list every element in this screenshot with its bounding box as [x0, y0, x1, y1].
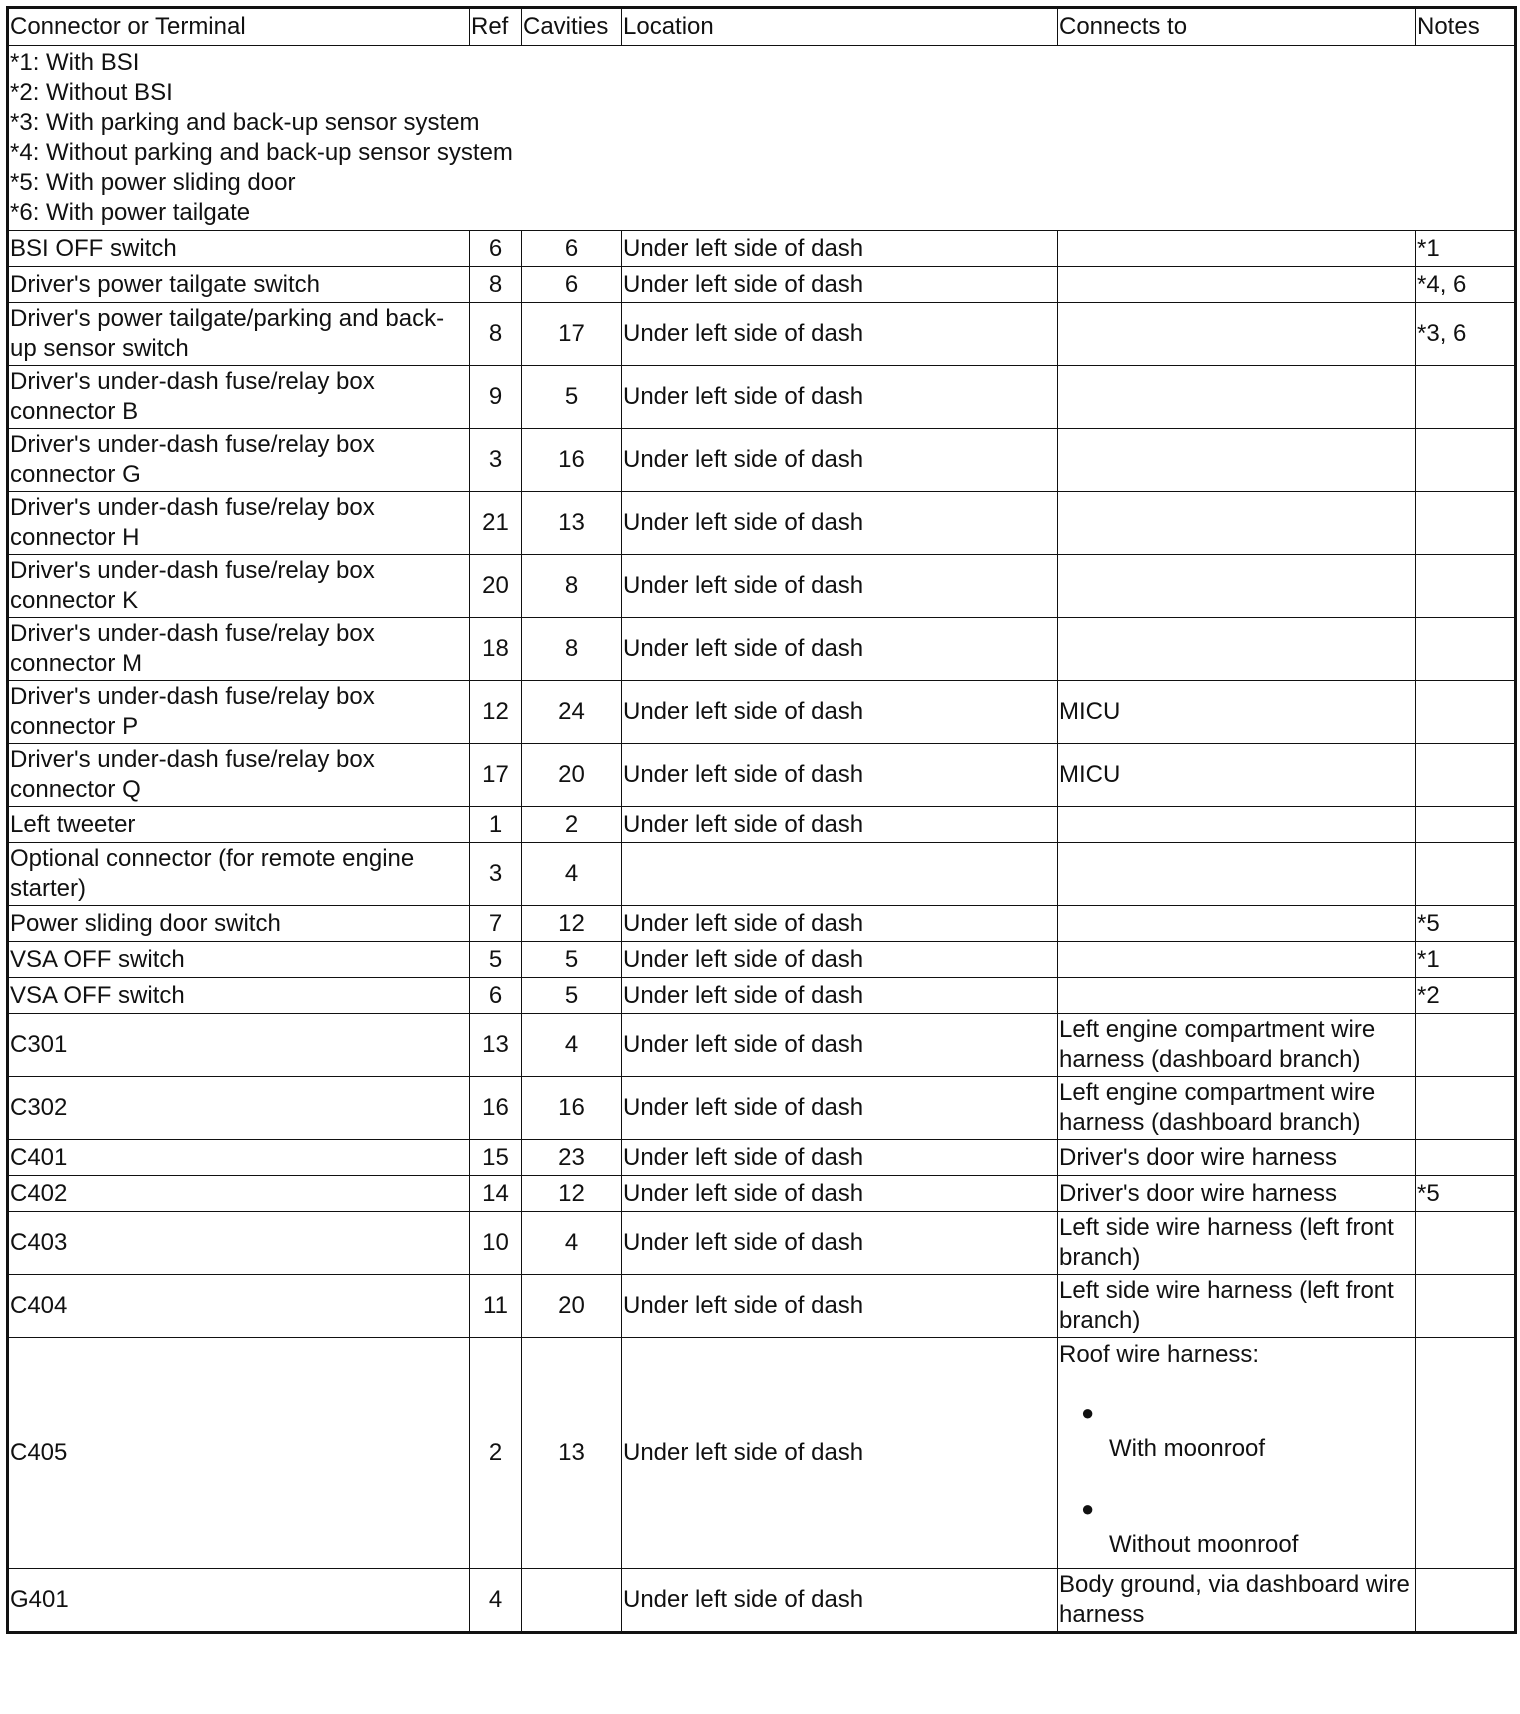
cell-cavities: 13: [522, 492, 622, 555]
cell-connector: Driver's under-dash fuse/relay box connector B: [8, 366, 470, 429]
cell-connector: Driver's under-dash fuse/relay box connector G: [8, 429, 470, 492]
cell-ref: 12: [470, 681, 522, 744]
cell-connector: Power sliding door switch: [8, 906, 470, 942]
cell-connector: Driver's under-dash fuse/relay box connector K: [8, 555, 470, 618]
table-row: [8, 1077, 1516, 1140]
cell-notes: [1416, 1077, 1516, 1140]
cell-connector: Optional connector (for remote engine starter): [8, 843, 470, 906]
cell-cavities: 5: [522, 366, 622, 429]
cell-notes: [1416, 807, 1516, 843]
bullet-icon: ●: [1081, 1496, 1095, 1521]
table-row: [8, 978, 1516, 1014]
cell-ref: 1: [470, 807, 522, 843]
cell-location: Under left side of dash: [622, 366, 1058, 429]
table-row: [8, 1569, 1516, 1633]
table-row: [8, 555, 1516, 618]
cell-ref: 2: [470, 1338, 522, 1569]
cell-cavities: 6: [522, 267, 622, 303]
legend-item: *6: With power tailgate: [10, 199, 251, 226]
cell-cavities: 16: [522, 1077, 622, 1140]
table-row: [8, 231, 1516, 267]
cell-cavities: [522, 1569, 622, 1633]
cell-cavities: 4: [522, 843, 622, 906]
cell-notes: [1416, 843, 1516, 906]
cell-location: Under left side of dash: [622, 1176, 1058, 1212]
cell-cavities: 5: [522, 978, 622, 1014]
col-header-connector: Connector or Terminal: [8, 8, 470, 46]
cell-location: Under left side of dash: [622, 1569, 1058, 1633]
cell-ref: 4: [470, 1569, 522, 1633]
table-row: [8, 618, 1516, 681]
cell-connects-to: [1058, 1338, 1416, 1569]
legend-row: [8, 46, 1516, 231]
cell-location: Under left side of dash: [622, 267, 1058, 303]
legend: [8, 46, 1516, 231]
connects-to-item: [1059, 1466, 1414, 1562]
cell-notes: *1: [1416, 942, 1516, 978]
table-row: [8, 843, 1516, 906]
cell-notes: [1416, 429, 1516, 492]
cell-connects-to: [1058, 492, 1416, 555]
table-row: [8, 366, 1516, 429]
table-row: [8, 1212, 1516, 1275]
connects-to-list: [1059, 1370, 1414, 1562]
cell-ref: 3: [470, 429, 522, 492]
legend-item: *2: Without BSI: [10, 79, 173, 106]
cell-notes: [1416, 555, 1516, 618]
cell-notes: *3, 6: [1416, 303, 1516, 366]
cell-connects-to: [1058, 555, 1416, 618]
cell-location: [622, 843, 1058, 906]
cell-connector: Driver's power tailgate/parking and back-up sensor switch: [8, 303, 470, 366]
table-row: [8, 1014, 1516, 1077]
cell-location: Under left side of dash: [622, 1275, 1058, 1338]
cell-connects-to: [1058, 231, 1416, 267]
cell-connects-to: MICU: [1058, 744, 1416, 807]
cell-location: Under left side of dash: [622, 231, 1058, 267]
cell-notes: [1416, 681, 1516, 744]
cell-connector: Driver's under-dash fuse/relay box connector P: [8, 681, 470, 744]
cell-cavities: 6: [522, 231, 622, 267]
table-row: [8, 744, 1516, 807]
cell-location: Under left side of dash: [622, 618, 1058, 681]
cell-notes: [1416, 1569, 1516, 1633]
cell-ref: 14: [470, 1176, 522, 1212]
cell-notes: [1416, 618, 1516, 681]
col-header-location: Location: [622, 8, 1058, 46]
cell-connects-to: [1058, 906, 1416, 942]
table-row: [8, 681, 1516, 744]
cell-cavities: 13: [522, 1338, 622, 1569]
cell-connects-to: Body ground, via dashboard wire harness: [1058, 1569, 1416, 1633]
cell-ref: 17: [470, 744, 522, 807]
cell-connector: Left tweeter: [8, 807, 470, 843]
cell-ref: 16: [470, 1077, 522, 1140]
table-row: [8, 267, 1516, 303]
cell-connects-to: [1058, 366, 1416, 429]
table-row: [8, 1176, 1516, 1212]
cell-connects-to: Left engine compartment wire harness (dashboard branch): [1058, 1077, 1416, 1140]
cell-connects-to: Left side wire harness (left front branch): [1058, 1275, 1416, 1338]
cell-connector: C301: [8, 1014, 470, 1077]
cell-connector: Driver's under-dash fuse/relay box connector M: [8, 618, 470, 681]
cell-connects-to: Driver's door wire harness: [1058, 1140, 1416, 1176]
cell-location: Under left side of dash: [622, 906, 1058, 942]
cell-connects-to: [1058, 978, 1416, 1014]
legend-item: *5: With power sliding door: [10, 169, 296, 196]
cell-ref: 3: [470, 843, 522, 906]
cell-cavities: 16: [522, 429, 622, 492]
cell-connector: C302: [8, 1077, 470, 1140]
cell-connector: VSA OFF switch: [8, 942, 470, 978]
table-row: [8, 906, 1516, 942]
cell-location: Under left side of dash: [622, 555, 1058, 618]
col-header-ref: Ref: [470, 8, 522, 46]
cell-ref: 10: [470, 1212, 522, 1275]
cell-notes: [1416, 1212, 1516, 1275]
cell-connects-to: [1058, 843, 1416, 906]
cell-notes: *2: [1416, 978, 1516, 1014]
cell-connects-to: MICU: [1058, 681, 1416, 744]
cell-connector: Driver's power tailgate switch: [8, 267, 470, 303]
table-row: [8, 303, 1516, 366]
cell-ref: 13: [470, 1014, 522, 1077]
cell-location: Under left side of dash: [622, 1338, 1058, 1569]
cell-ref: 18: [470, 618, 522, 681]
cell-location: Under left side of dash: [622, 1077, 1058, 1140]
cell-cavities: 12: [522, 1176, 622, 1212]
cell-cavities: 4: [522, 1014, 622, 1077]
cell-cavities: 2: [522, 807, 622, 843]
cell-connector: C403: [8, 1212, 470, 1275]
cell-notes: *5: [1416, 1176, 1516, 1212]
table-row: [8, 942, 1516, 978]
cell-connects-to: [1058, 267, 1416, 303]
cell-notes: [1416, 1014, 1516, 1077]
cell-notes: [1416, 1338, 1516, 1569]
cell-location: Under left side of dash: [622, 681, 1058, 744]
bullet-icon: ●: [1081, 1400, 1095, 1425]
cell-connects-to: Left engine compartment wire harness (dashboard branch): [1058, 1014, 1416, 1077]
cell-location: Under left side of dash: [622, 807, 1058, 843]
cell-location: Under left side of dash: [622, 1014, 1058, 1077]
cell-ref: 8: [470, 267, 522, 303]
cell-ref: 9: [470, 366, 522, 429]
cell-cavities: 20: [522, 1275, 622, 1338]
connects-to-item: [1059, 1370, 1414, 1466]
legend-item: *3: With parking and back-up sensor system: [10, 109, 480, 136]
cell-location: Under left side of dash: [622, 1212, 1058, 1275]
cell-cavities: 23: [522, 1140, 622, 1176]
cell-location: Under left side of dash: [622, 429, 1058, 492]
table-row: [8, 429, 1516, 492]
cell-cavities: 17: [522, 303, 622, 366]
cell-notes: *4, 6: [1416, 267, 1516, 303]
cell-ref: 5: [470, 942, 522, 978]
cell-location: Under left side of dash: [622, 978, 1058, 1014]
cell-cavities: 5: [522, 942, 622, 978]
cell-ref: 21: [470, 492, 522, 555]
cell-notes: [1416, 1140, 1516, 1176]
table-row: [8, 1338, 1516, 1569]
cell-connects-to: [1058, 807, 1416, 843]
cell-connector: C405: [8, 1338, 470, 1569]
connector-table: [6, 6, 1517, 1634]
cell-cavities: 12: [522, 906, 622, 942]
cell-cavities: 4: [522, 1212, 622, 1275]
cell-ref: 8: [470, 303, 522, 366]
cell-connects-to: [1058, 618, 1416, 681]
cell-connector: C402: [8, 1176, 470, 1212]
table-row: [8, 492, 1516, 555]
cell-connector: C404: [8, 1275, 470, 1338]
connects-to-item-label: With moonroof: [1109, 1435, 1266, 1462]
cell-connector: G401: [8, 1569, 470, 1633]
table-row: [8, 807, 1516, 843]
cell-location: Under left side of dash: [622, 492, 1058, 555]
header-row: [8, 8, 1516, 46]
cell-notes: [1416, 366, 1516, 429]
connects-to-heading: Roof wire harness:: [1059, 1341, 1260, 1368]
cell-connects-to: [1058, 303, 1416, 366]
cell-location: Under left side of dash: [622, 303, 1058, 366]
cell-notes: [1416, 744, 1516, 807]
cell-ref: 15: [470, 1140, 522, 1176]
col-header-notes: Notes: [1416, 8, 1516, 46]
cell-connector: BSI OFF switch: [8, 231, 470, 267]
table-row: [8, 1140, 1516, 1176]
cell-location: Under left side of dash: [622, 1140, 1058, 1176]
cell-connector: VSA OFF switch: [8, 978, 470, 1014]
cell-cavities: 8: [522, 618, 622, 681]
legend-item: *1: With BSI: [10, 49, 140, 76]
cell-ref: 6: [470, 231, 522, 267]
cell-ref: 6: [470, 978, 522, 1014]
connects-to-item-label: Without moonroof: [1109, 1531, 1299, 1558]
cell-connector: Driver's under-dash fuse/relay box connector H: [8, 492, 470, 555]
cell-connects-to: [1058, 429, 1416, 492]
cell-notes: [1416, 492, 1516, 555]
cell-location: Under left side of dash: [622, 744, 1058, 807]
cell-connects-to: [1058, 942, 1416, 978]
cell-ref: 7: [470, 906, 522, 942]
table-row: [8, 1275, 1516, 1338]
col-header-cavities: Cavities: [522, 8, 622, 46]
cell-connects-to: Driver's door wire harness: [1058, 1176, 1416, 1212]
legend-item: *4: Without parking and back-up sensor system: [10, 139, 513, 166]
cell-ref: 20: [470, 555, 522, 618]
cell-notes: *5: [1416, 906, 1516, 942]
cell-notes: *1: [1416, 231, 1516, 267]
cell-connects-to: Left side wire harness (left front branch): [1058, 1212, 1416, 1275]
cell-ref: 11: [470, 1275, 522, 1338]
col-header-connects-to: Connects to: [1058, 8, 1416, 46]
cell-cavities: 8: [522, 555, 622, 618]
cell-cavities: 24: [522, 681, 622, 744]
cell-connector: Driver's under-dash fuse/relay box connector Q: [8, 744, 470, 807]
cell-location: Under left side of dash: [622, 942, 1058, 978]
cell-connector: C401: [8, 1140, 470, 1176]
cell-notes: [1416, 1275, 1516, 1338]
cell-cavities: 20: [522, 744, 622, 807]
